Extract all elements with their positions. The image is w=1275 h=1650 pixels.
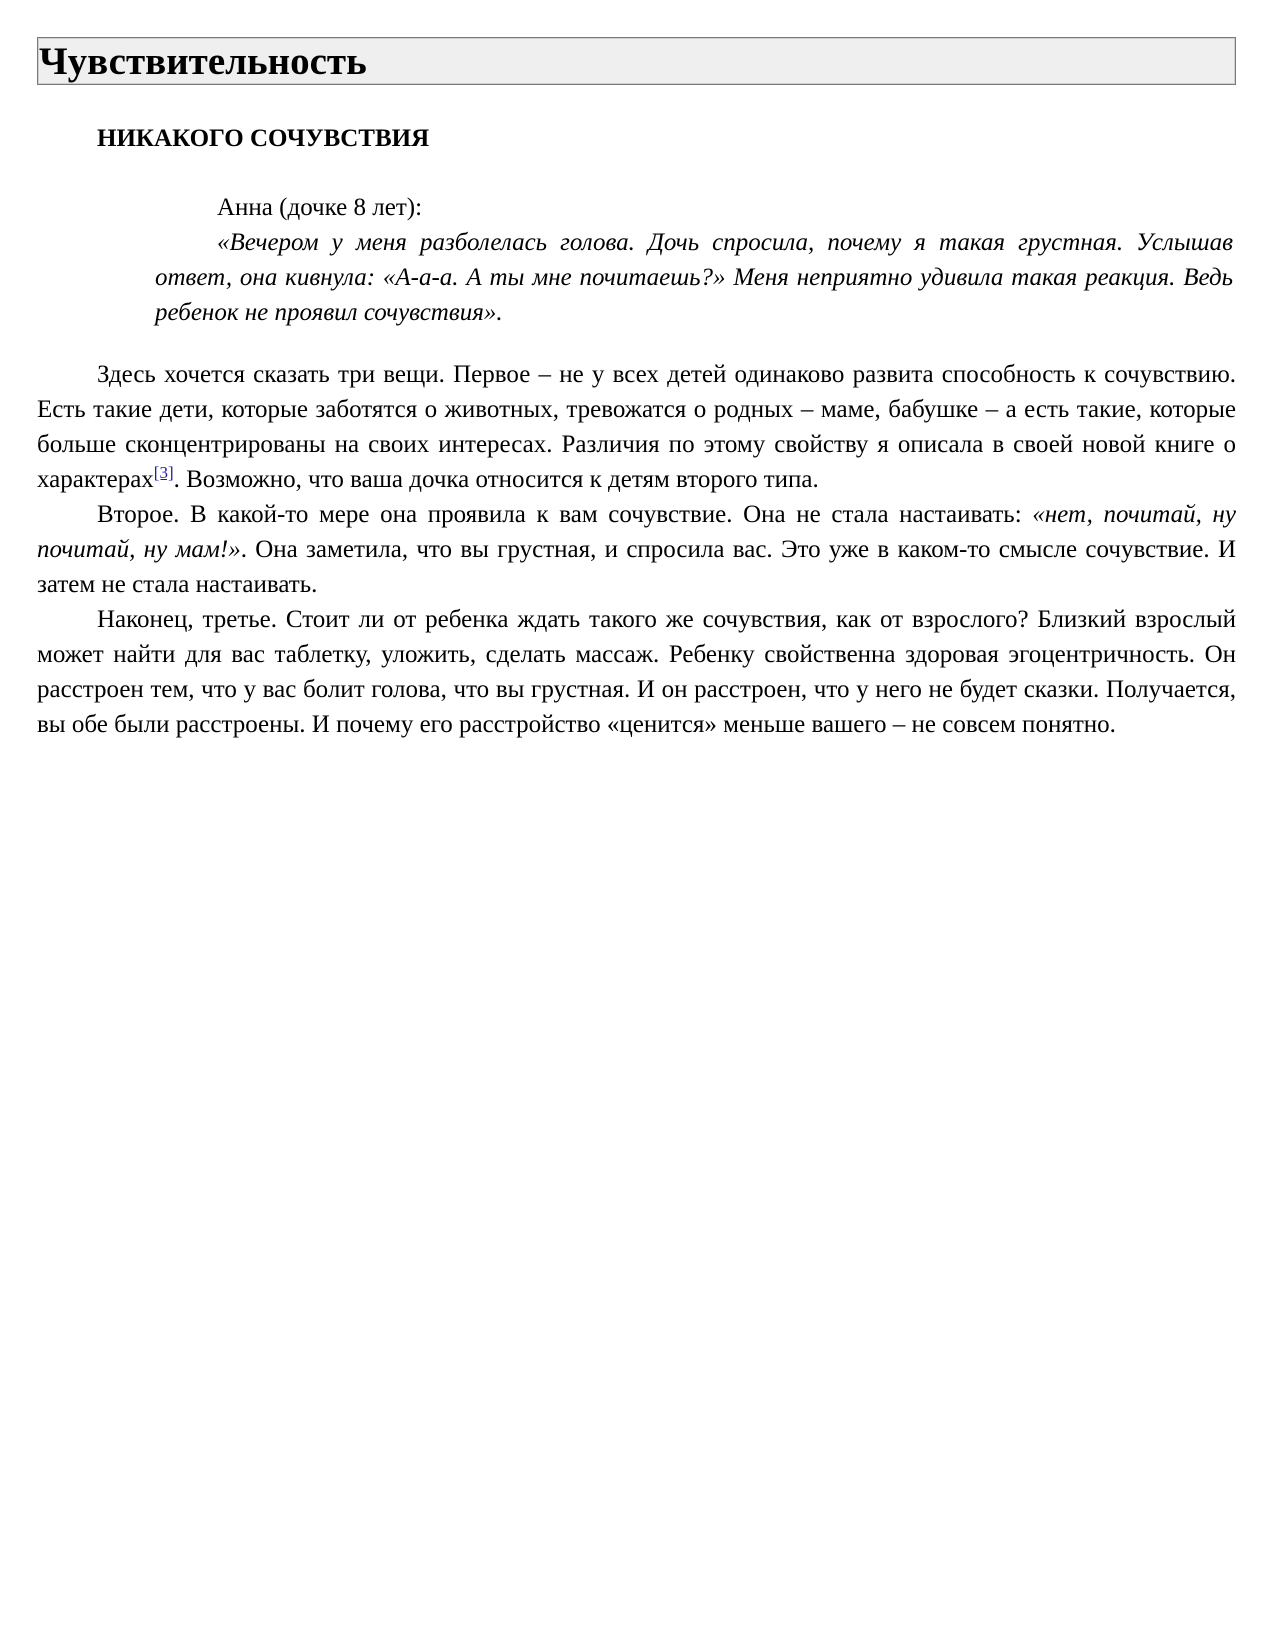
paragraph-first	[37, 357, 1236, 497]
paragraph-second-text: Второе. В какой-то мере она проявила к вам сочувствие. Она не стала настаивать:	[97, 501, 1033, 528]
paragraph-second	[37, 497, 1236, 602]
paragraph-second-text-end: . Она заметила, что вы грустная, и спросила вас. Это уже в каком-то смысле сочувствие. И затем не стала настаивать.	[37, 536, 1236, 598]
epigraph-author: Анна (дочке 8 лет):	[217, 194, 423, 221]
epigraph	[155, 190, 1233, 330]
chapter-title: Чувствительность	[39, 40, 367, 83]
paragraph-second-italic: «нет, почитай, ну почитай, ну мам!»	[37, 501, 1236, 563]
epigraph-quote: «Вечером у меня разболелась голова. Дочь спросила, почему я такая грустная. Услышав ответ, она кивнула: «А-а-а. А ты мне почитаешь?» Меня неприятно удивила такая реакция. Ведь ребенок не проявил сочувствия».	[155, 229, 1233, 326]
paragraph-third: Наконец, третье. Стоит ли от ребенка ждать такого же сочувствия, как от взрослого? Близкий взрослый может найти для вас таблетку, уложить, сделать массаж. Ребенку свойственна здоровая эгоцентричность. Он расстроен тем, что у вас болит голова, что вы грустная. И он расстроен, что у него не будет сказки. Получается, вы обе были расстроены. И почему его расстройство «ценится» меньше вашего – не совсем понятно.	[37, 606, 1236, 738]
footnote-link[interactable]: [3]	[153, 463, 174, 482]
chapter-header	[37, 37, 1236, 85]
section-title: НИКАКОГО СОЧУВСТВИЯ	[97, 125, 430, 152]
paragraph-first-text: Здесь хочется сказать три вещи. Первое – не у всех детей одинаково развита способность к сочувствию. Есть такие дети, которые заботятся о животных, тревожатся о родных – маме, бабушке – а есть такие, которые больше сконцентрированы на своих интересах. Различия по этому свойству я описала в своей новой книге о характерах	[37, 361, 1236, 493]
article-body	[37, 357, 1236, 742]
paragraph-first-text-end: . Возможно, что ваша дочка относится к детям второго типа.	[173, 466, 819, 493]
